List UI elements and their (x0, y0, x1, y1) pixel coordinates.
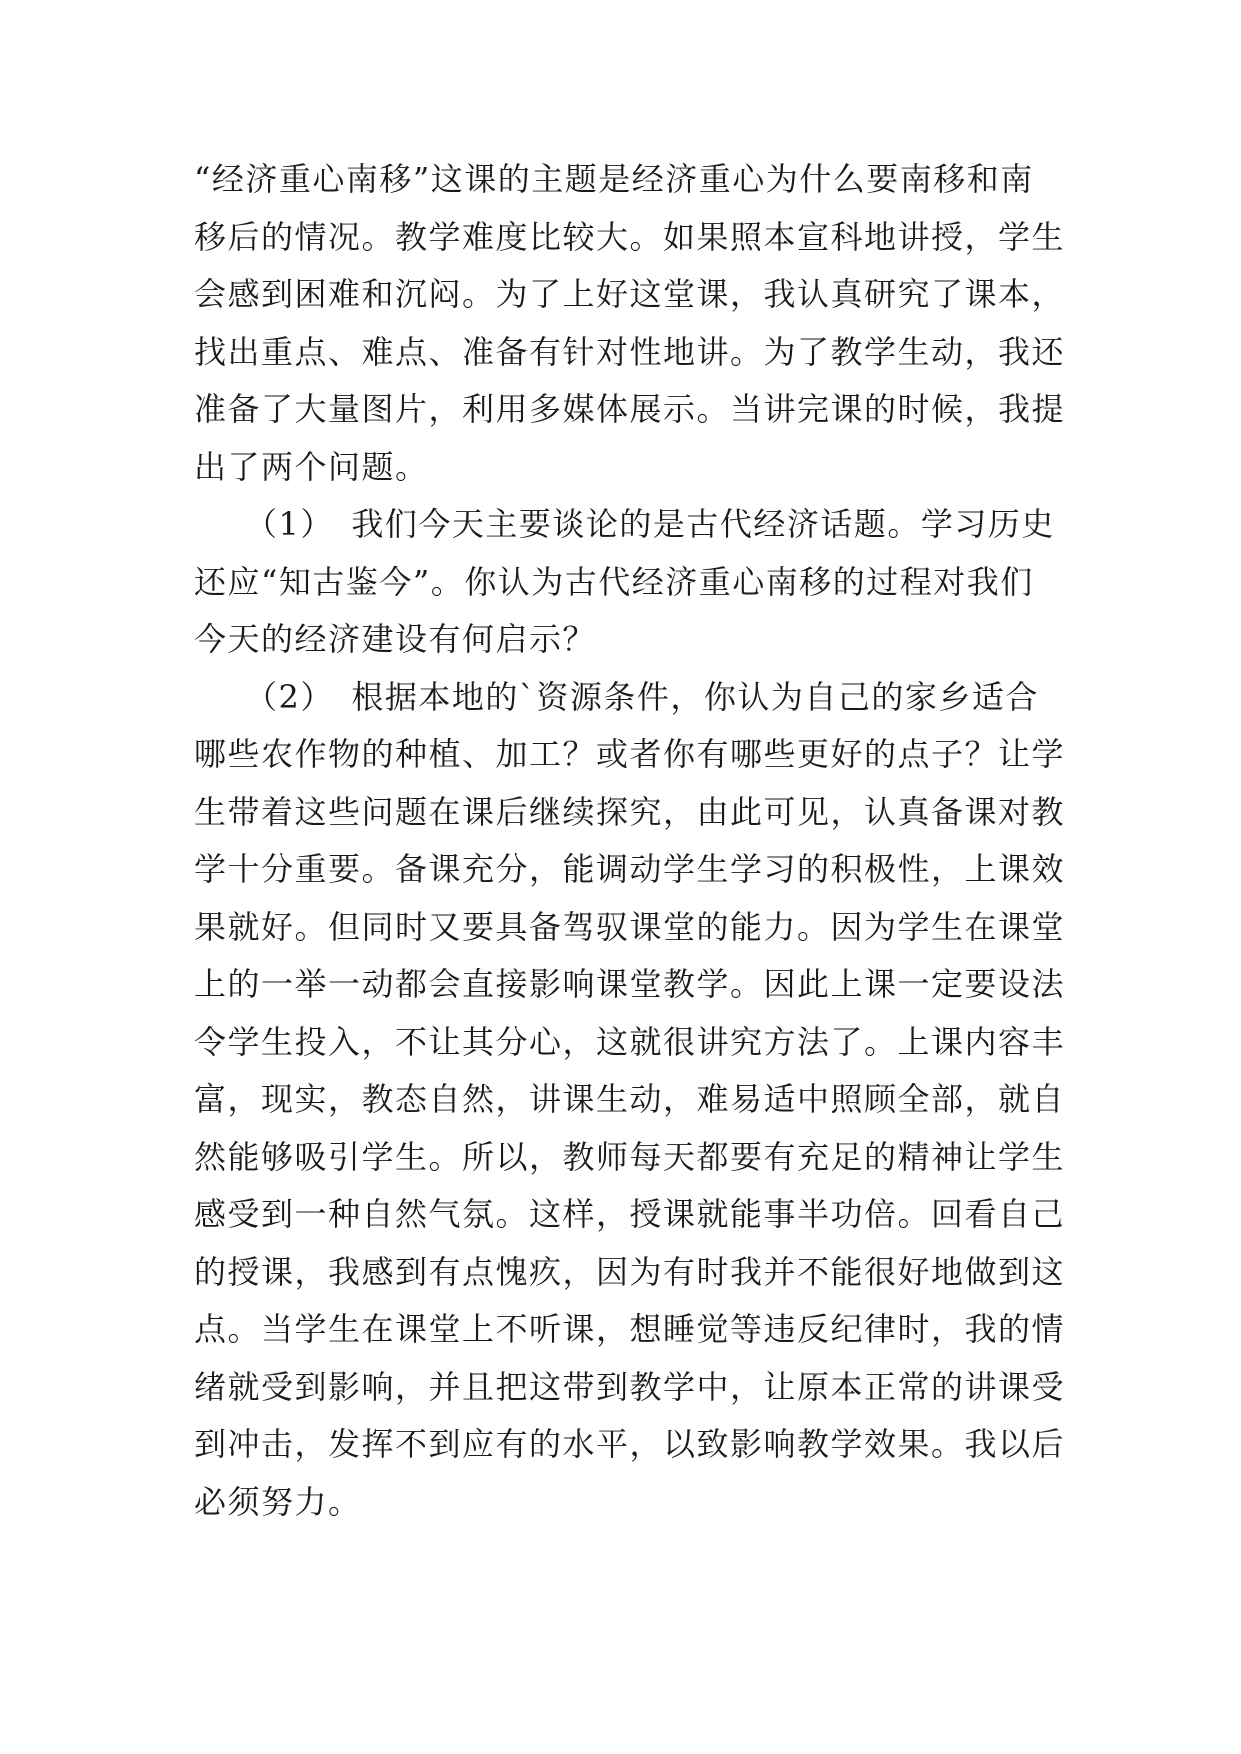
text-line: 到冲击，发挥不到应有的水平，以致影响教学效果。我以后 (194, 1425, 1066, 1463)
question-2-line: （2） 根据本地的`资源条件，你认为自己的家乡适合 (194, 677, 1039, 716)
text-line: 找出重点、难点、准备有针对性地讲。为了教学生动，我还 (194, 332, 1066, 371)
text-line: “经济重心南移”这课的主题是经济重心为什么要南移和南 (194, 160, 1034, 198)
text-line: 的授课，我感到有点愧疚，因为有时我并不能很好地做到这 (194, 1252, 1066, 1291)
text-line: 会感到困难和沉闷。为了上好这堂课，我认真研究了课本， (194, 275, 1066, 313)
text-line: 生带着这些问题在课后继续探究，由此可见，认真备课对教 (194, 792, 1066, 831)
text-line: 准备了大量图片，利用多媒体展示。当讲完课的时候，我提 (194, 390, 1066, 428)
text-line: 哪些农作物的种植、加工？或者你有哪些更好的点子？让学 (194, 735, 1066, 773)
text-line: 感受到一种自然气氛。这样，授课就能事半功倍。回看自己 (194, 1195, 1066, 1233)
text-line: 出了两个问题。 (194, 447, 429, 486)
text-line: 点。当学生在课堂上不听课，想睡觉等违反纪律时，我的情 (194, 1310, 1066, 1348)
text-line: 令学生投入，不让其分心，这就很讲究方法了。上课内容丰 (194, 1022, 1066, 1061)
text-line: 上的一举一动都会直接影响课堂教学。因此上课一定要设法 (194, 965, 1066, 1003)
body-text (194, 151, 1084, 1531)
text-line: 绪就受到影响，并且把这带到教学中，让原本正常的讲课受 (194, 1367, 1066, 1406)
text-line: 学十分重要。备课充分，能调动学生学习的积极性，上课效 (194, 850, 1066, 888)
text-line: 移后的情况。教学难度比较大。如果照本宣科地讲授，学生 (194, 217, 1066, 256)
text-line: 果就好。但同时又要具备驾驭课堂的能力。因为学生在课堂 (194, 907, 1066, 946)
question-1-line: （1） 我们今天主要谈论的是古代经济话题。学习历史 (194, 505, 1055, 543)
text-line: 富，现实，教态自然，讲课生动，难易适中照顾全部，就自 (194, 1080, 1066, 1118)
text-line: 必须努力。 (194, 1482, 362, 1521)
text-line: 今天的经济建设有何启示？ (194, 620, 597, 658)
text-line: 还应“知古鉴今”。你认为古代经济重心南移的过程对我们 (194, 562, 1034, 601)
text-line: 然能够吸引学生。所以，教师每天都要有充足的精神让学生 (194, 1137, 1066, 1176)
